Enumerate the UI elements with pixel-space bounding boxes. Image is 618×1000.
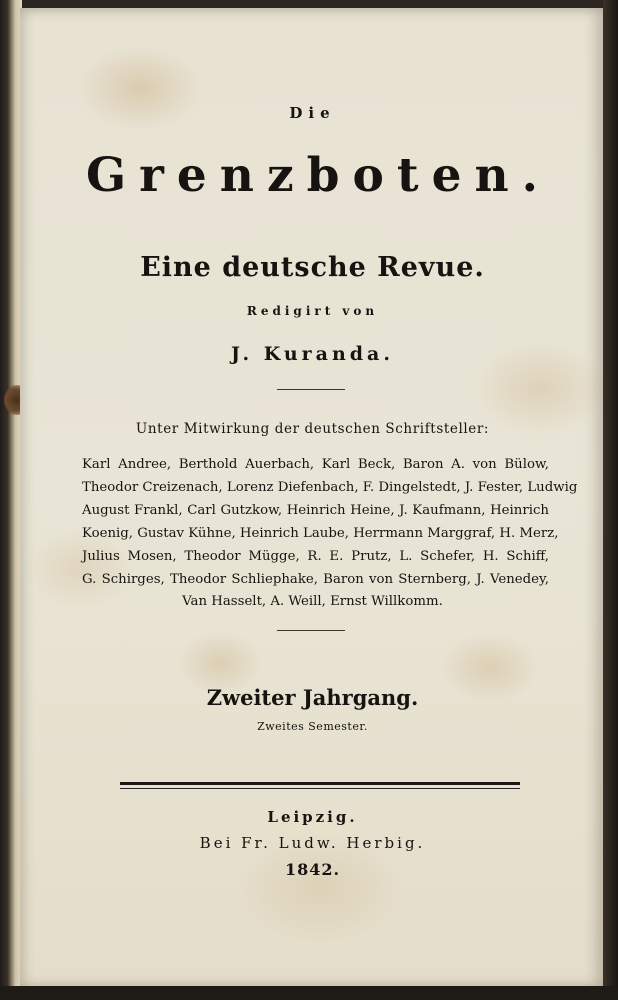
book-binding-edge xyxy=(0,0,22,1000)
contributor-line: G. Schirges, Theodor Schliephake, Baron von Sternberg, J. Venedey, xyxy=(82,572,549,587)
imprint-rule-thick xyxy=(120,782,520,785)
contributor-line: Karl Andree, Berthold Auerbach, Karl Beck, Baron A. von Bülow, xyxy=(82,457,549,472)
edited-by-label: Redigirt von xyxy=(246,304,379,318)
divider-rule-lower xyxy=(277,630,345,631)
contributor-line: August Frankl, Carl Gutzkow, Heinrich Heine, J. Kaufmann, Heinrich xyxy=(82,503,549,518)
divider-rule-upper xyxy=(277,389,345,390)
imprint-publisher: Bei Fr. Ludw. Herbig. xyxy=(199,834,426,852)
contributor-line: Theodor Creizenach, Lorenz Diefenbach, F. Dingelstedt, J. Fester, Ludwig xyxy=(82,480,578,495)
volume-label: Zweiter Jahrgang. xyxy=(206,685,419,710)
page-bottom-edge xyxy=(0,986,618,1000)
collaboration-intro: Unter Mitwirkung der deutschen Schriftsteller: xyxy=(135,421,490,437)
editor-name: J. Kuranda. xyxy=(230,343,394,365)
imprint-rule-thin xyxy=(120,788,520,789)
contributor-line: Koenig, Gustav Kühne, Heinrich Laube, Herrmann Marggraf, H. Merz, xyxy=(82,526,559,541)
title-page-paper xyxy=(20,8,605,988)
contributor-line: Van Hasselt, A. Weill, Ernst Willkomm. xyxy=(182,594,443,609)
contributor-line: Julius Mosen, Theodor Mügge, R. E. Prutz, L. Schefer, H. Schiff, xyxy=(82,549,549,564)
imprint-place: Leipzig. xyxy=(267,808,358,826)
imprint-year: 1842. xyxy=(284,860,341,879)
title-article: Die xyxy=(289,104,336,122)
page-right-edge xyxy=(603,0,618,1000)
semester-label: Zweites Semester. xyxy=(257,720,368,733)
journal-title: Grenzboten. xyxy=(85,148,552,203)
journal-subtitle: Eine deutsche Revue. xyxy=(140,252,485,283)
